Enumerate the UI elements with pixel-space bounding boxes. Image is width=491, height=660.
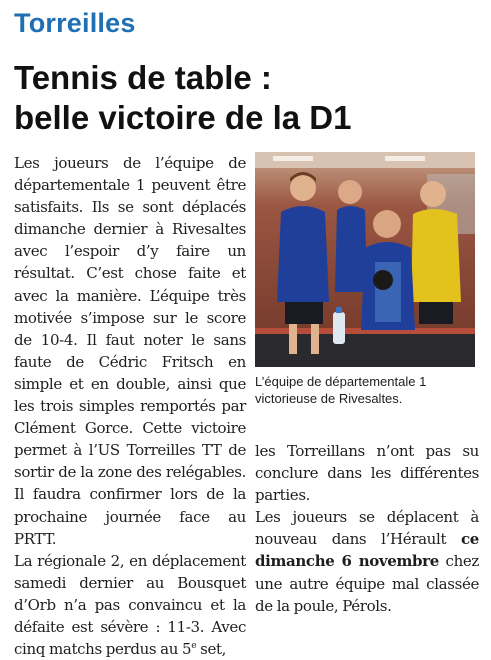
body-paragraph-4-text: Les joueurs se déplacent à nouveau dans l’Hérault [255,508,479,549]
highlighted-date: ce dimanche 6 novembre [255,530,479,571]
superscript-ordinal: e [191,641,197,652]
headline-line-1: Tennis de table : [14,59,272,96]
team-photo-illustration [255,152,475,367]
team-photo [255,152,475,367]
body-column-left [14,152,246,660]
body-paragraph-1: Les joueurs de l’équipe de départementale 1 peuvent être satisfaits. Ils se sont déplacés dimanche dernier à Rivesaltes avec l’espoir d’y faire un résultat. C’est chose faite et avec la manière. L’équipe très motivée s’impose sur le score de 10-4. Il faut noter le sans faute de Cédric Fritsch en simple et en double, ainsi que les trois simples remportés par Clément Gorce. Cette victoire permet à l’US Torreilles TT de sortir de la zone des relégables. Il faudra confirmer lors de la prochaine journée face au PRTT. [14,154,246,548]
photo-caption: L’équipe de départementale 1 victorieuse de Rivesaltes. [255,374,427,406]
headline-line-2: belle victoire de la D1 [14,99,352,136]
body-paragraph-4-tail: chez une autre équipe mal classée de la poule, Pérols. [255,552,479,615]
body-paragraph-2 [14,550,246,660]
body-column-right [255,440,479,617]
body-paragraph-2-tail: set, [196,640,227,659]
body-paragraph-2-text: La régionale 2, en déplacement samedi dernier au Bousquet d’Orb n’a pas convaincu et la défaite est sévère : 11-3. Avec cinq matchs perdus au 5 [14,551,246,659]
article-headline [14,58,484,138]
body-paragraph-4 [255,506,479,616]
section-kicker: Torreilles [14,8,136,38]
body-paragraph-3: les Torreillans n’ont pas su conclure dans les différentes parties. [255,442,479,505]
